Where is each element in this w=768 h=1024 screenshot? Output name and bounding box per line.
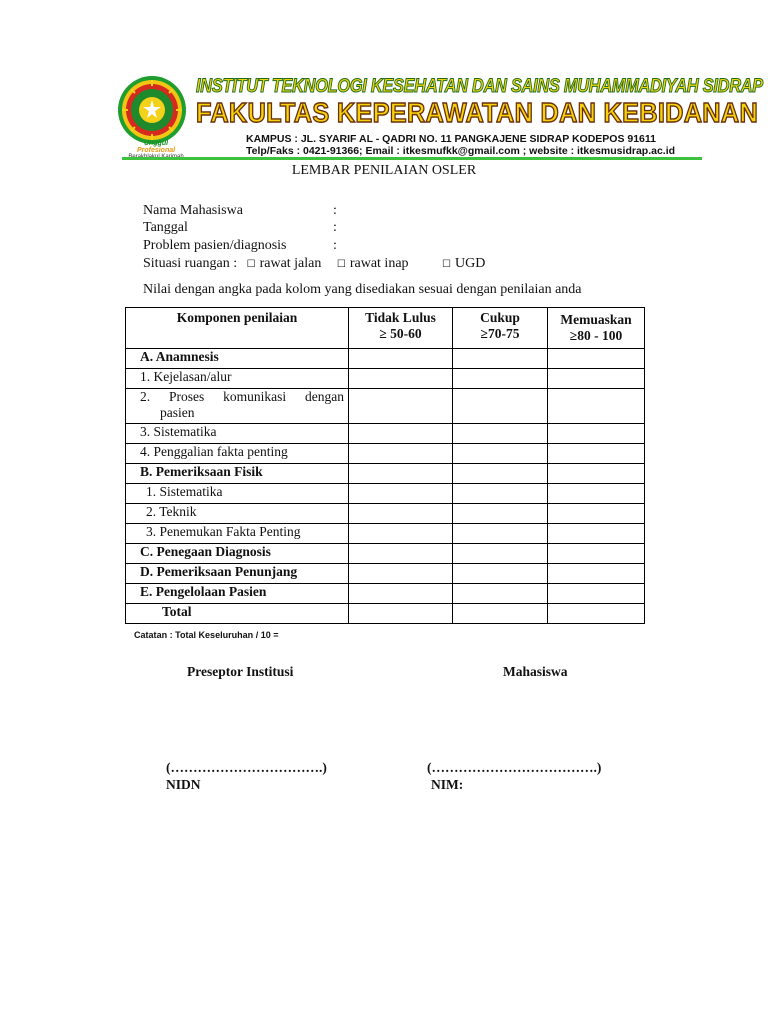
table-header-row [126, 308, 645, 349]
score-cell[interactable] [453, 424, 548, 444]
table-row [126, 564, 645, 584]
section-pengelolaan-pasien: E. Pengelolaan Pasien [126, 584, 349, 604]
score-cell[interactable] [453, 349, 548, 369]
situasi-label: Situasi ruangan : [143, 256, 238, 271]
preseptor-title: Preseptor Institusi [187, 664, 294, 679]
score-cell[interactable] [349, 544, 453, 564]
checkbox-icon[interactable]: ☐ [246, 259, 256, 270]
field-nama-mahasiswa: Nama Mahasiswa [143, 203, 243, 218]
section-penegaan-diagnosis: C. Penegaan Diagnosis [126, 544, 349, 564]
nim-label: NIM: [431, 777, 464, 792]
score-cell[interactable] [548, 564, 645, 584]
field-colon: : [333, 220, 337, 235]
score-cell[interactable] [349, 484, 453, 504]
score-cell[interactable] [453, 444, 548, 464]
score-cell[interactable] [548, 369, 645, 389]
score-cell[interactable] [548, 544, 645, 564]
option-ugd: UGD [455, 256, 486, 271]
score-cell[interactable] [349, 604, 453, 624]
nidn-label: NIDN [166, 777, 201, 792]
item-kejelasan: 1. Kejelasan/alur [126, 369, 349, 389]
score-cell[interactable] [548, 424, 645, 444]
score-cell[interactable] [453, 484, 548, 504]
section-anamnesis: A. Anamnesis [126, 349, 349, 369]
score-cell[interactable] [349, 504, 453, 524]
table-row [126, 389, 645, 424]
section-pemeriksaan-penunjang: D. Pemeriksaan Penunjang [126, 564, 349, 584]
field-colon: : [333, 238, 337, 253]
institution-name: INSTITUT TEKNOLOGI KESEHATAN DAN SAINS MUHAMMADIYAH SIDRAP [196, 76, 763, 97]
table-row [126, 349, 645, 369]
score-cell[interactable] [548, 604, 645, 624]
item-proses-komunikasi: 2. Proses komunikasi dengan pasien [126, 389, 349, 424]
university-logo [116, 74, 188, 146]
checkbox-icon[interactable]: ☐ [442, 259, 452, 270]
contact-info: Telp/Faks : 0421-91366; Email : itkesmufkk@gmail.com ; website : itkesmusidrap.ac.id [246, 145, 676, 157]
score-cell[interactable] [453, 369, 548, 389]
field-colon: : [333, 203, 337, 218]
tagline-line-1: Unggul [143, 140, 169, 147]
score-cell[interactable] [349, 564, 453, 584]
item-penggalian: 4. Penggalian fakta penting [126, 444, 349, 464]
faculty-name: FAKULTAS KEPERAWATAN DAN KEBIDANAN [196, 97, 759, 128]
option-rawat-inap: rawat inap [349, 256, 409, 271]
header-divider [122, 157, 702, 160]
form-title: LEMBAR PENILAIAN OSLER [291, 163, 477, 178]
score-cell[interactable] [453, 544, 548, 564]
table-row [126, 524, 645, 544]
header-cukup: Cukup ≥70-75 [453, 308, 548, 349]
checkbox-icon[interactable]: ☐ [336, 259, 346, 270]
table-row [126, 584, 645, 604]
item-sistematika-fisik: 1. Sistematika [126, 484, 349, 504]
score-cell[interactable] [453, 389, 548, 424]
score-cell[interactable] [548, 389, 645, 424]
score-cell[interactable] [453, 584, 548, 604]
score-cell[interactable] [453, 524, 548, 544]
header-tidak-lulus: Tidak Lulus ≥ 50-60 [349, 308, 453, 349]
header-memuaskan: Memuaskan ≥80 - 100 [548, 308, 645, 349]
score-cell[interactable] [349, 444, 453, 464]
score-cell[interactable] [453, 604, 548, 624]
instruction-text: Nilai dengan angka pada kolom yang disediakan sesuai dengan penilaian anda [143, 282, 582, 297]
campus-address: KAMPUS : JL. SYARIF AL - QADRI NO. 11 PANGKAJENE SIDRAP KODEPOS 91611 [246, 133, 656, 145]
score-cell[interactable] [453, 564, 548, 584]
header-komponen: Komponen penilaian [126, 308, 349, 349]
score-cell[interactable] [349, 389, 453, 424]
table-row [126, 464, 645, 484]
table-row [126, 544, 645, 564]
item-sistematika: 3. Sistematika [126, 424, 349, 444]
total-note: Catatan : Total Keseluruhan / 10 = [134, 630, 279, 641]
total-label: Total [126, 604, 349, 624]
score-cell[interactable] [548, 349, 645, 369]
score-cell[interactable] [349, 464, 453, 484]
field-tanggal: Tanggal [143, 220, 188, 235]
score-cell[interactable] [453, 464, 548, 484]
score-cell[interactable] [349, 349, 453, 369]
score-cell[interactable] [349, 584, 453, 604]
mahasiswa-signature-line: (……………………………….) [427, 760, 602, 775]
preseptor-signature-line: (…………………………….) [166, 760, 327, 775]
situasi-ruangan-row [143, 256, 485, 272]
table-row [126, 424, 645, 444]
score-cell[interactable] [349, 424, 453, 444]
score-cell[interactable] [548, 484, 645, 504]
tagline-line-2: Profesional [136, 147, 176, 154]
score-cell[interactable] [548, 444, 645, 464]
table-row [126, 604, 645, 624]
score-cell[interactable] [349, 524, 453, 544]
score-cell[interactable] [548, 504, 645, 524]
option-rawat-jalan: rawat jalan [259, 256, 322, 271]
mahasiswa-title: Mahasiswa [503, 664, 568, 679]
field-problem-pasien: Problem pasien/diagnosis [143, 238, 287, 253]
item-penemukan: 3. Penemukan Fakta Penting [126, 524, 349, 544]
score-cell[interactable] [453, 504, 548, 524]
score-cell[interactable] [548, 524, 645, 544]
table-row [126, 444, 645, 464]
assessment-table [125, 307, 645, 624]
table-row [126, 369, 645, 389]
table-row [126, 504, 645, 524]
item-teknik: 2. Teknik [126, 504, 349, 524]
score-cell[interactable] [349, 369, 453, 389]
score-cell[interactable] [548, 584, 645, 604]
table-row [126, 484, 645, 504]
section-pemeriksaan-fisik: B. Pemeriksaan Fisik [126, 464, 349, 484]
score-cell[interactable] [548, 464, 645, 484]
